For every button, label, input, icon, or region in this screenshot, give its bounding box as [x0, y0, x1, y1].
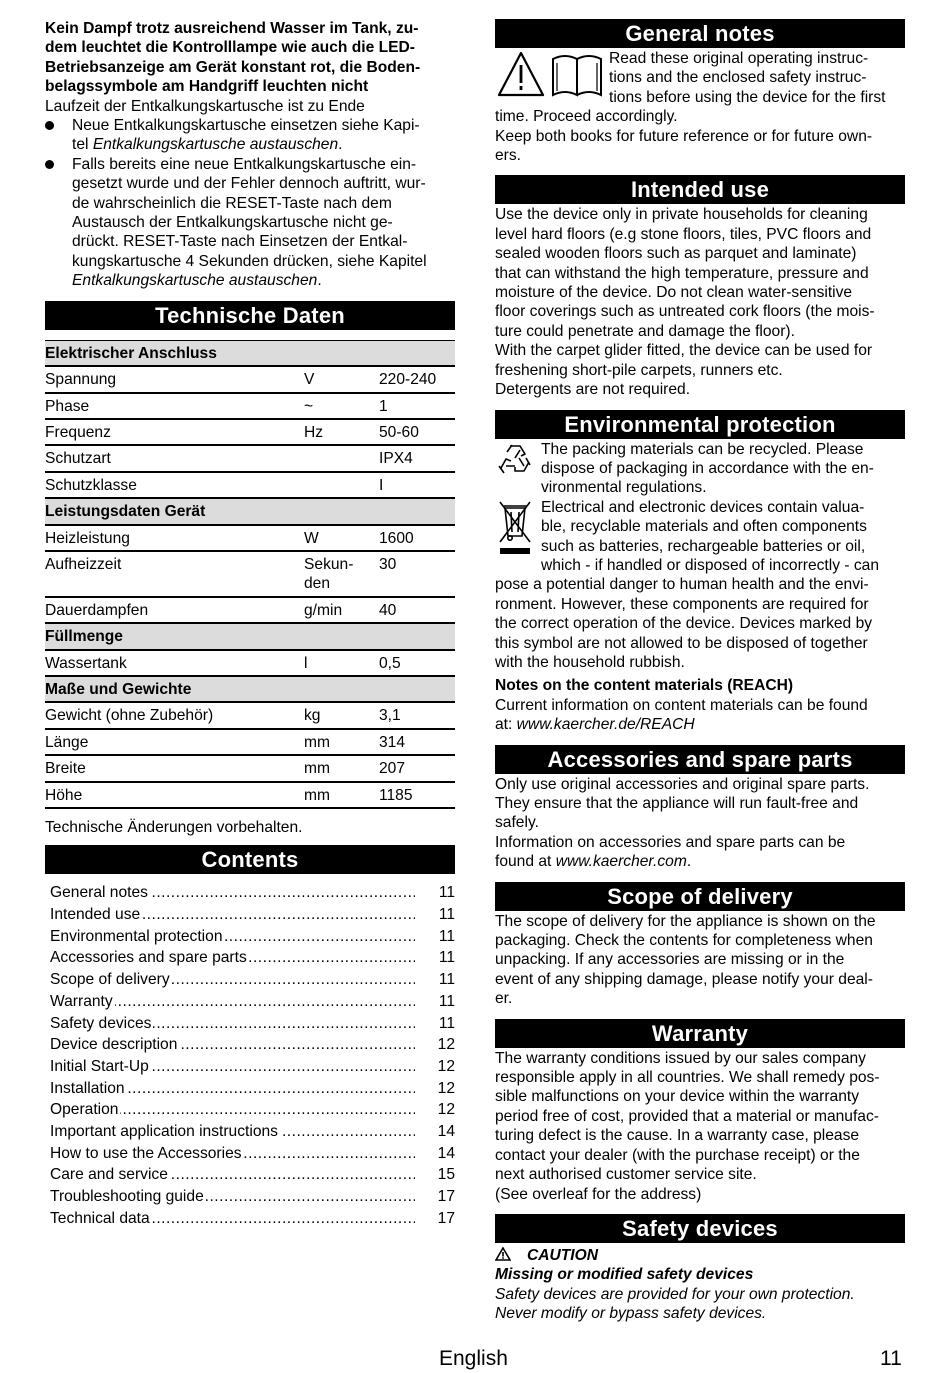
spec-unit: kg: [304, 702, 379, 728]
toc-entry[interactable]: [50, 1208, 455, 1230]
spec-unit: W: [304, 525, 379, 551]
technical-data-table: [45, 340, 455, 809]
toc-entry[interactable]: [50, 1034, 455, 1056]
toc-title: How to use the Accessories: [50, 1144, 242, 1162]
toc-title: Troubleshooting guide: [50, 1188, 204, 1206]
table-group-row: [45, 676, 455, 702]
section-heading-safety-devices: Safety devices: [495, 1214, 905, 1243]
safety-subheading: Missing or modified safety devices: [495, 1266, 754, 1284]
recycling-icon: [495, 440, 535, 480]
left-column: [45, 19, 455, 1229]
toc-title: Installation: [50, 1079, 125, 1097]
reach-text: Current information on content materials can be found at: www.kaercher.de/REACH: [495, 696, 868, 734]
spec-unit: mm: [304, 755, 379, 781]
spec-value: IPX4: [379, 445, 455, 471]
toc-title: General notes: [50, 884, 148, 902]
troubleshooting-entry: [45, 19, 455, 291]
toc-title: Device description: [50, 1036, 178, 1054]
spec-value: 3,1: [379, 702, 455, 728]
section-heading-warranty: Warranty: [495, 1019, 905, 1048]
group-label: Maße und Gewichte: [45, 676, 455, 702]
spec-label: Frequenz: [45, 419, 304, 445]
toc-page-number: 14: [437, 1122, 455, 1140]
intended-use-text: Use the device only in private households for cleaning level hard floors (e.g stone floors, tiles, PVC floors and sealed wooden floors such as parquet and laminate) that can withstand the high temperature, pressure and moisture of the device. Do not clean water-sensitive floor coverings such as untreated cork floors (the mois- ture could penetrate and damage the floor). With the carpet glider fitted, the device can be used for freshening short-pile carpets, runners etc. Detergents are not required.: [495, 206, 875, 399]
spec-unit: [304, 445, 379, 471]
table-row: [45, 551, 455, 597]
spec-label: Spannung: [45, 366, 304, 392]
safety-text: Safety devices are provided for your own protection. Never modify or bypass safety devices.: [495, 1285, 855, 1323]
caution-icon: [495, 1247, 511, 1261]
toc-page-number: 11: [438, 949, 455, 967]
toc-entry[interactable]: [50, 1056, 455, 1078]
toc-entry[interactable]: [50, 1143, 455, 1165]
table-row: [45, 702, 455, 728]
table-row: [45, 729, 455, 755]
toc-entry[interactable]: [50, 1078, 455, 1100]
toc-entry[interactable]: [50, 1099, 455, 1121]
reach-url: www.kaercher.de/REACH: [516, 716, 695, 734]
table-group-row: [45, 498, 455, 524]
spec-unit: mm: [304, 729, 379, 755]
spec-label: Schutzklasse: [45, 472, 304, 498]
toc-title: Accessories and spare parts: [50, 949, 247, 967]
spec-value: I: [379, 472, 455, 498]
group-label: Leistungsdaten Gerät: [45, 498, 455, 524]
spec-value: 1185: [379, 782, 455, 808]
table-group-row: [45, 340, 455, 366]
spec-label: Breite: [45, 755, 304, 781]
toc-page-number: 14: [437, 1144, 455, 1162]
toc-title: Operation: [50, 1101, 119, 1119]
trouble-remedy-1: Neue Entkalkungskartusche einsetzen siehe Kapi- tel Entkalkungskartusche austauschen.: [45, 116, 455, 155]
spec-value: 207: [379, 755, 455, 781]
accessories-text: Only use original accessories and original spare parts. They ensure that the appliance will run fault-free and safely. Information on accessories and spare parts can be found at www.kaercher.com.: [495, 775, 870, 871]
weee-text: Electrical and electronic devices contain valua- ble, recyclable materials and often components such as batteries, rechargeable batteries or oil, which - if handled or disposed of incorrectly - can: [541, 498, 880, 574]
toc-page-number: 12: [437, 1036, 455, 1054]
toc-title: Initial Start-Up: [50, 1057, 149, 1075]
spec-unit: l: [304, 650, 379, 676]
toc-title: Warranty: [50, 992, 113, 1010]
spec-value: 0,5: [379, 650, 455, 676]
kaercher-url: www.kaercher.com: [555, 853, 687, 871]
toc-entry[interactable]: [50, 947, 455, 969]
toc-page-number: 12: [437, 1101, 455, 1119]
spec-label: Schutzart: [45, 445, 304, 471]
group-label: Füllmenge: [45, 623, 455, 649]
table-row: [45, 419, 455, 445]
spec-value: 30: [379, 551, 455, 597]
general-notes-text-2: time. Proceed accordingly. Keep both books for future reference or for future own- ers.: [495, 108, 873, 165]
spec-unit: ~: [304, 393, 379, 419]
toc-entry[interactable]: [50, 1121, 455, 1143]
toc-page-number: 17: [437, 1188, 455, 1206]
toc-title: Scope of delivery: [50, 971, 170, 989]
spec-label: Heizleistung: [45, 525, 304, 551]
spec-unit: mm: [304, 782, 379, 808]
page-number: 11: [880, 1347, 902, 1370]
table-row: [45, 525, 455, 551]
section-heading-technische-daten: Technische Daten: [45, 301, 455, 330]
warranty-text: The warranty conditions issued by our sales company responsible apply in all countries. We shall remedy pos- sible malfunctions on your device within the warranty period free of cost, provided that a material or manufac- turing defect is the cause. In a warranty case, please contact your dealer (with the purchase receipt) or the next authorised customer service site. (See overleaf for the address): [495, 1049, 880, 1203]
toc-title: Environmental protection: [50, 927, 223, 945]
general-notes-intro: [495, 49, 905, 107]
table-row: [45, 366, 455, 392]
section-heading-contents: Contents: [45, 845, 455, 874]
table-row: [45, 650, 455, 676]
table-row: [45, 782, 455, 808]
table-row: [45, 393, 455, 419]
reach-title: Notes on the content materials (REACH): [495, 677, 794, 695]
toc-entry[interactable]: [50, 904, 455, 926]
spec-label: Höhe: [45, 782, 304, 808]
recycling-notice: [495, 440, 905, 498]
section-heading-accessories: Accessories and spare parts: [495, 745, 905, 774]
section-heading-scope-of-delivery: Scope of delivery: [495, 882, 905, 911]
toc-entry[interactable]: [50, 926, 455, 948]
spec-label: Gewicht (ohne Zubehör): [45, 702, 304, 728]
toc-title: Important application instructions: [50, 1122, 278, 1140]
toc-page-number: 15: [437, 1166, 455, 1184]
spec-unit: [304, 472, 379, 498]
warning-and-manual-icon: [495, 49, 607, 101]
spec-value: 50-60: [379, 419, 455, 445]
spec-value: 220-240: [379, 366, 455, 392]
toc-page-number: 11: [438, 992, 455, 1010]
toc-page-number: 11: [438, 906, 455, 924]
section-heading-general-notes: General notes: [495, 19, 905, 48]
toc-entry[interactable]: [50, 1164, 455, 1186]
trouble-heading: Kein Dampf trotz ausreichend Wasser im Tank, zu- dem leuchtet die Kontrolllampe wie auch die LED- Betriebsanzeige am Gerät konstant rot, die Boden- belagssymbole am Handgriff leuchten nicht: [45, 20, 421, 96]
section-heading-environmental-protection: Environmental protection: [495, 410, 905, 439]
spec-value: 1: [379, 393, 455, 419]
trouble-remedy-2: Falls bereits eine neue Entkalkungskartusche ein- gesetzt wurde und der Fehler dennoch auftritt, wur- de wahrscheinlich die RESET-Taste nach dem Austausch der Entkalkungskartusche nicht ge- drückt. RESET-Taste nach Einsetzen der Entkal- kungskartusche 4 Sekunden drücken, siehe Kapitel Entkalkungskartusche austauschen.: [45, 155, 455, 291]
toc-entry[interactable]: [50, 1186, 455, 1208]
toc-page-number: 11: [438, 884, 455, 902]
toc-entry[interactable]: [50, 969, 455, 991]
spec-label: Aufheizzeit: [45, 551, 304, 597]
trouble-cause: Laufzeit der Entkalkungskartusche ist zu Ende: [45, 97, 365, 115]
spec-label: Phase: [45, 393, 304, 419]
table-group-row: [45, 623, 455, 649]
spec-label: Wassertank: [45, 650, 304, 676]
spec-unit: g/min: [304, 597, 379, 623]
toc-title: Intended use: [50, 906, 141, 924]
spec-label: Länge: [45, 729, 304, 755]
spec-unit: V: [304, 366, 379, 392]
spec-value: 314: [379, 729, 455, 755]
right-column: [495, 19, 905, 1324]
chapter-reference: Entkalkungskartusche austauschen: [72, 272, 318, 290]
spec-value: 1600: [379, 525, 455, 551]
table-row: [45, 597, 455, 623]
table-of-contents: [45, 882, 455, 1229]
toc-page-number: 17: [437, 1209, 455, 1227]
table-row: [45, 445, 455, 471]
caution-label: CAUTION: [495, 1246, 905, 1265]
section-heading-intended-use: Intended use: [495, 175, 905, 204]
group-label: Elektrischer Anschluss: [45, 340, 455, 366]
spec-unit: Sekun- den: [304, 551, 379, 597]
toc-page-number: 12: [437, 1079, 455, 1097]
environment-text: pose a potential danger to human health and the envi- ronment. However, these components are required for the correct operation of the device. Devices marked by this symbol are not allowed to be disposed of together with the household rubbish.: [495, 576, 873, 671]
toc-title: Technical data: [50, 1209, 150, 1227]
chapter-reference: Entkalkungskartusche austauschen: [92, 136, 339, 154]
toc-entry[interactable]: [50, 882, 455, 904]
toc-entry[interactable]: [50, 1013, 455, 1035]
general-notes-text-1: Read these original operating instruc- tions and the enclosed safety instruc- tions before using the device for the first: [609, 50, 886, 106]
tech-note: Technische Änderungen vorbehalten.: [45, 819, 303, 836]
spec-value: 40: [379, 597, 455, 623]
toc-title: Care and service: [50, 1166, 168, 1184]
table-row: [45, 472, 455, 498]
crossed-bin-icon: [495, 498, 535, 558]
toc-title: Safety devices: [50, 1014, 152, 1032]
weee-notice: [495, 498, 905, 576]
toc-page-number: 11: [438, 927, 455, 945]
toc-page-number: 11: [438, 1014, 455, 1032]
recycling-text: The packing materials can be recycled. Please dispose of packaging in accordance with the en- vironmental regulations.: [541, 440, 874, 497]
spec-label: Dauerdampfen: [45, 597, 304, 623]
scope-text: The scope of delivery for the appliance is shown on the packaging. Check the contents for completeness when unpacking. If any accessories are missing or in the event of any shipping damage, please notify your deal- er.: [495, 912, 876, 1008]
toc-page-number: 12: [437, 1057, 455, 1075]
footer-language: English: [439, 1347, 508, 1370]
toc-page-number: 11: [438, 971, 455, 989]
spec-unit: Hz: [304, 419, 379, 445]
table-row: [45, 755, 455, 781]
toc-entry[interactable]: [50, 991, 455, 1013]
